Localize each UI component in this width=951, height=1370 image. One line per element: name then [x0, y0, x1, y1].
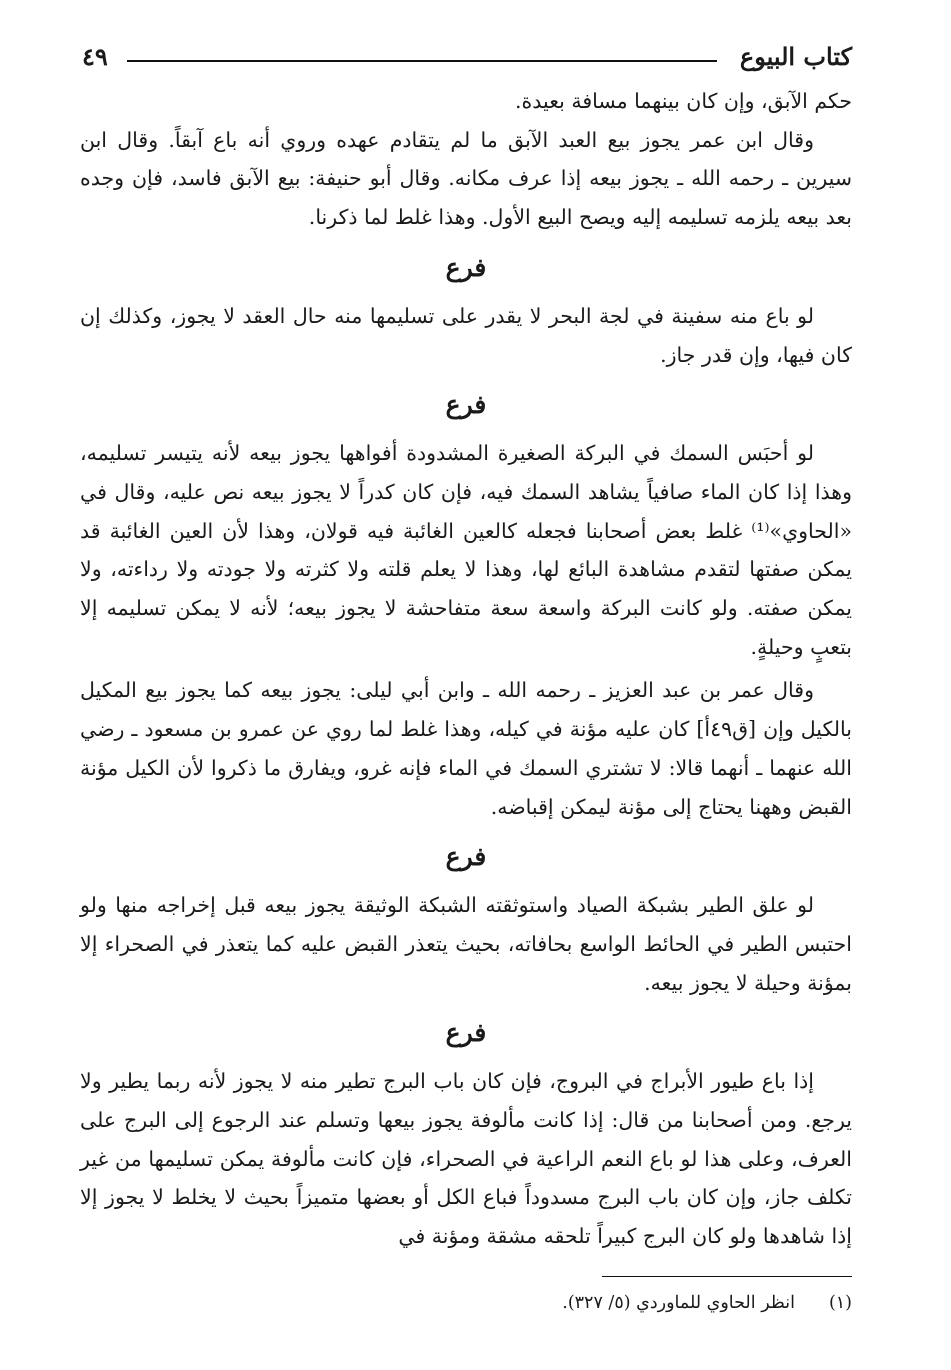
paragraph: لو علق الطير بشبكة الصياد واستوثقته الشبكة الوثيقة يجوز بيعه قبل إخراجه منها ولو احتبس الطير في الحائط الواسع بحافاته، بحيث يتعذر القبض عليه كما يتعذر في الصحراء إلا بمؤنة وحيلة لا يجوز بيعه. — [80, 893, 852, 995]
footnote — [92, 1288, 852, 1318]
footnote-divider — [602, 1276, 852, 1277]
paragraph: إذا باع طيور الأبراج في البروج، فإن كان باب البرج تطير منه لا يجوز لأنه ربما يطير ولا يرجع. ومن أصحابنا من قال: إذا كانت مألوفة يجوز بيعها وتسلم عند الرجوع إلى البرج على العرف، وعلى هذا لو باع النعم الراعية في الصحراء، فإن كانت مألوفة يمكن تسليمها من غير تكلف جاز، وإن كان باب البرج مسدوداً فباع الكل أو بعضها متميزاً بحيث لا يخلط لا يجوز إلا إذا شاهدها ولو كان البرج كبيراً تلحقه مشقة ومؤنة في — [80, 1069, 852, 1249]
footnote-text: انظر الحاوي للماوردي (٥/ ٣٢٧). — [562, 1293, 795, 1313]
running-title: كتاب البيوع — [739, 42, 852, 71]
section-heading: فرع — [445, 842, 487, 872]
header-rule — [127, 60, 717, 62]
paragraph: لو أحبَس السمك في البركة الصغيرة المشدودة أفواهها يجوز بيعه لأنه يتيسر تسليمه، وهذا إذا كان الماء صافياً يشاهد السمك فيه، فإن كان كدراً لا يجوز بيعه نص عليه، وقال في «الحاوي»⁽¹⁾ غلط بعض أصحابنا فجعله كالعين الغائبة فيه قولان، وهذا لأن العين الغائبة قد يمكن صفتها لتقدم مشاهدة البائع لها، وهذا لا يعلم قلته ولا كثرته ولا جودته ولا رداءته، ولا يمكن صفته. ولو كانت البركة واسعة سعة متفاحشة لا يجوز بيعه؛ لأنه لا يمكن تسليمه إلا بتعبٍ وحيلةٍ. — [80, 441, 852, 659]
page-header — [82, 38, 852, 78]
paragraph: وقال عمر بن عبد العزيز ـ رحمه الله ـ وابن أبي ليلى: يجوز بيعه كما يجوز بيع المكيل بالكيل وإن [ق٤٩أ] كان عليه مؤنة في كيله، وهذا غلط لما روي عن عمرو بن مسعود ـ رضي الله عنهما ـ أنهما قالا: لا تشتري السمك في الماء فإنه غرو، ويفارق ما ذكروا لأن الكيل مؤنة القبض وههنا يحتاج إلى مؤنة ليمكن إقباضه. — [80, 678, 852, 819]
body-text — [80, 82, 852, 1256]
section-heading: فرع — [445, 252, 487, 282]
section-heading: فرع — [445, 1018, 487, 1048]
paragraph: وقال ابن عمر يجوز بيع العبد الآبق ما لم يتقادم عهده وروي أنه باع آبقاً. وقال ابن سيرين ـ رحمه الله ـ يجوز بيعه إذا عرف مكانه. وقال أبو حنيفة: بيع الآبق فاسد، فإن وجده بعد بيعه يلزمه تسليمه إليه ويصح البيع الأول. وهذا غلط لما ذكرنا. — [80, 127, 852, 230]
paragraph: حكم الآبق، وإن كان بينهما مسافة بعيدة. — [515, 89, 852, 113]
section-heading: فرع — [445, 390, 487, 420]
footnote-number: (١) — [828, 1293, 852, 1313]
page-number: ٤٩ — [82, 42, 108, 71]
paragraph: لو باع منه سفينة في لجة البحر لا يقدر على تسليمها منه حال العقد لا يجوز، وكذلك إن كان فيها، وإن قدر جاز. — [80, 303, 852, 367]
